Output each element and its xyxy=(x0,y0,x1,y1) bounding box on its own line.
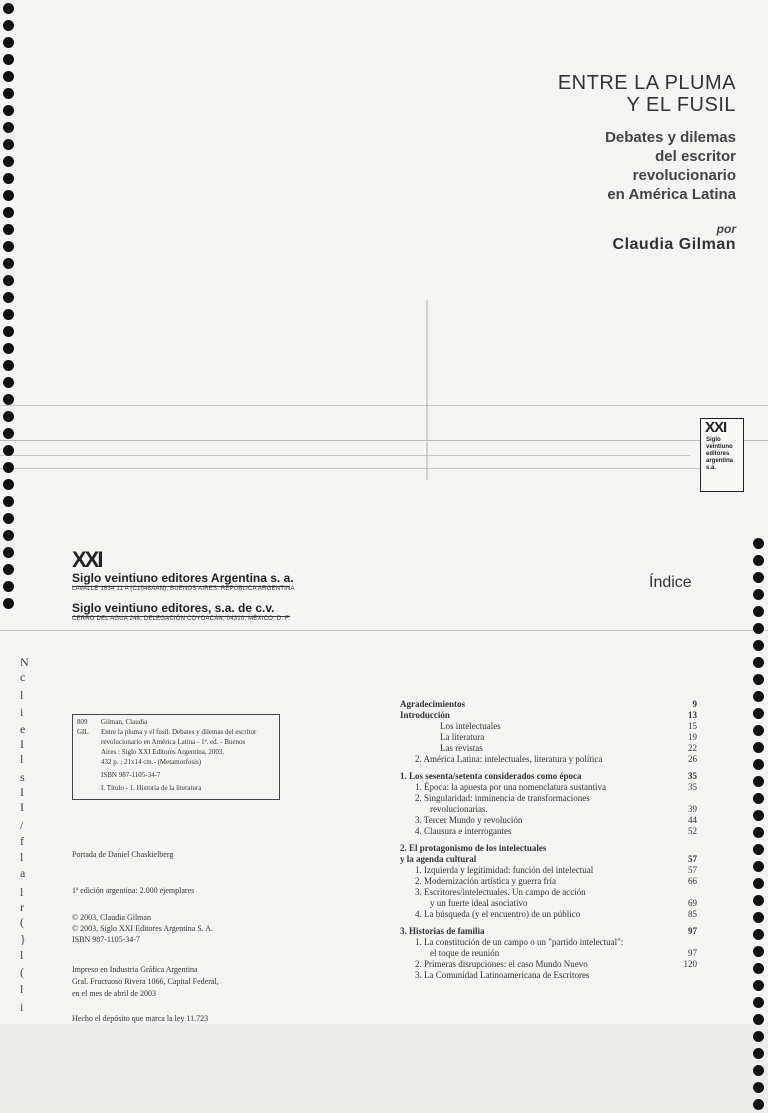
toc-entry-title: Las revistas xyxy=(440,743,483,753)
binder-hole xyxy=(3,37,14,48)
toc-entry-title: 3. La Comunidad Latinoamericana de Escritores xyxy=(415,970,590,980)
toc-entry-title: 4. La búsqueda (y el encuentro) de un público xyxy=(415,909,581,919)
binder-hole xyxy=(3,3,14,14)
binder-hole xyxy=(3,139,14,150)
toc-entry xyxy=(400,898,697,909)
toc-entry xyxy=(400,876,697,887)
binder-hole xyxy=(753,1065,764,1076)
edge-fragment: r xyxy=(20,900,24,914)
binder-hole xyxy=(753,725,764,736)
binder-hole xyxy=(753,946,764,957)
binder-hole xyxy=(3,428,14,439)
toc-entry-page: 26 xyxy=(688,754,697,764)
catalog-isbn: ISBN 987-1105-34-7 xyxy=(101,771,161,779)
toc-entry-title: 2. Singularidad: inminencia de transformaciones xyxy=(415,793,590,803)
copyright-author: © 2003, Claudia Gilman xyxy=(72,913,151,922)
toc-entry-title: el toque de reunión xyxy=(430,948,500,958)
toc-entry xyxy=(400,804,697,815)
binder-hole xyxy=(3,445,14,456)
edge-fragment: N xyxy=(20,655,29,669)
toc-entry-page: 22 xyxy=(688,743,697,753)
legal-deposit: Hecho el depósito que marca la ley 11.723 xyxy=(72,1014,209,1023)
toc-entry-page: 39 xyxy=(688,804,697,814)
toc-entry-title: La literatura xyxy=(440,732,485,742)
binder-hole xyxy=(753,555,764,566)
binder-hole xyxy=(753,810,764,821)
binder-hole xyxy=(3,88,14,99)
printer-line-3: en el mes de abril de 2003 xyxy=(72,989,156,998)
toc-entry-page: 120 xyxy=(683,959,697,969)
edge-fragment: f xyxy=(20,834,24,848)
toc-entry xyxy=(400,948,697,959)
binder-hole xyxy=(3,122,14,133)
table-of-contents xyxy=(400,699,697,981)
catalog-cutter: GIL xyxy=(77,728,89,736)
book-title xyxy=(558,72,736,116)
publisher-address-ar: LAVALLE 1634 11 A (C1048AAN), BUENOS AIRES, REPÚBLICA ARGENTINA xyxy=(72,586,295,592)
edge-fragment: l xyxy=(20,982,24,996)
toc-entry-title: 2. Primeras disrupciones: el caso Mundo Nuevo xyxy=(415,959,588,969)
edge-fragment: i xyxy=(20,705,24,719)
binder-hole xyxy=(3,513,14,524)
binder-hole xyxy=(3,479,14,490)
isbn: ISBN 987-1105-34-7 xyxy=(72,935,140,944)
catalog-line: 432 p. ; 21x14 cm.- (Metamorfosis) xyxy=(101,758,202,766)
binder-hole xyxy=(753,929,764,940)
toc-entry-title: 1. Izquierda y legitimidad: función del intelectual xyxy=(415,865,594,875)
by-label: por xyxy=(716,222,736,236)
toc-entry-title: 2. El protagonismo de los intelectuales xyxy=(400,843,547,853)
binder-hole xyxy=(753,1048,764,1059)
binder-hole xyxy=(3,207,14,218)
binder-hole xyxy=(3,411,14,422)
catalog-line: Gilman, Claudia xyxy=(101,718,148,726)
toc-entry-page: 52 xyxy=(688,826,697,836)
binder-hole xyxy=(753,691,764,702)
toc-entry-title: 3. Historias de familia xyxy=(400,926,485,936)
binder-hole xyxy=(3,275,14,286)
toc-entry xyxy=(400,782,697,793)
edge-fragment: c xyxy=(20,670,26,684)
logo-text-line: argentina xyxy=(706,458,734,464)
binder-hole xyxy=(3,241,14,252)
toc-entry xyxy=(400,854,697,865)
edge-fragment: I xyxy=(20,737,24,751)
toc-entry-title: 1. Época: la apuesta por una nomenclatura sustantiva xyxy=(415,782,606,792)
toc-entry-page: 66 xyxy=(688,876,697,886)
binder-hole xyxy=(753,997,764,1008)
toc-entry-page: 44 xyxy=(688,815,697,825)
edge-fragment: ( xyxy=(20,915,24,929)
toc-entry xyxy=(400,754,697,765)
edge-fragment: l xyxy=(20,752,24,766)
edge-fragment: I xyxy=(20,800,24,814)
toc-entry-page: 13 xyxy=(688,710,697,720)
catalog-class-number: 809 xyxy=(77,718,88,726)
binder-hole xyxy=(3,20,14,31)
binder-hole xyxy=(753,674,764,685)
edge-fragment: s xyxy=(20,770,25,784)
binder-hole xyxy=(3,462,14,473)
catalog-line: revolucionario en América Latina - 1ª. ed. - Buenos xyxy=(101,738,246,746)
catalog-line: Aires : Siglo XXI Editores Argentina, 2003. xyxy=(101,748,225,756)
binder-hole xyxy=(3,54,14,65)
title-line-2: Y EL FUSIL xyxy=(626,94,736,116)
catalog-subjects: I. Título - 1. Historia de la literatura xyxy=(101,784,202,792)
toc-entry xyxy=(400,926,697,937)
binder-hole xyxy=(753,844,764,855)
binder-hole xyxy=(3,173,14,184)
xxi-logo: XXI xyxy=(72,547,102,572)
toc-entry-page: 69 xyxy=(688,898,697,908)
toc-entry xyxy=(400,843,697,854)
binder-hole xyxy=(3,309,14,320)
binder-hole xyxy=(753,606,764,617)
binder-hole xyxy=(753,1099,764,1110)
publisher-logo-text xyxy=(701,435,743,472)
binder-hole xyxy=(3,326,14,337)
toc-entry-title: 2. América Latina: intelectuales, literatura y política xyxy=(415,754,603,764)
publisher-name-ar: Siglo veintiuno editores Argentina s. a. xyxy=(72,571,294,585)
binder-hole xyxy=(753,1014,764,1025)
printer-line-2: Gral. Fructuoso Rivera 1066, Capital Federal, xyxy=(72,977,219,986)
publisher-name-mx: Siglo veintiuno editores, s.a. de c.v. xyxy=(72,601,275,615)
toc-entry xyxy=(400,826,697,837)
binder-hole xyxy=(753,776,764,787)
binder-hole xyxy=(3,598,14,609)
toc-entry-page: 9 xyxy=(692,699,697,709)
scan-streak xyxy=(426,300,428,480)
toc-entry xyxy=(400,959,697,970)
toc-entry xyxy=(400,771,697,782)
binder-hole xyxy=(753,1031,764,1042)
toc-entry-title: 3. Tercer Mundo y revolución xyxy=(415,815,523,825)
binder-holes-left xyxy=(3,0,14,612)
binder-hole xyxy=(3,292,14,303)
binder-hole xyxy=(753,895,764,906)
edition-note: 1ª edición argentina: 2.000 ejemplares xyxy=(72,886,195,895)
binder-hole xyxy=(753,861,764,872)
toc-entry-title: 1. La constitución de un campo o un "partido intelectual": xyxy=(415,937,624,947)
binder-hole xyxy=(753,878,764,889)
toc-entry xyxy=(400,721,697,732)
logo-text-line: editores xyxy=(706,451,730,457)
publisher-logo xyxy=(700,418,744,492)
toc-entry-page: 15 xyxy=(688,721,697,731)
toc-entry-page: 97 xyxy=(688,948,697,958)
edge-fragment: e xyxy=(20,722,26,736)
binder-hole xyxy=(3,224,14,235)
subtitle-line-4: en América Latina xyxy=(607,186,736,203)
title-line-1: ENTRE LA PLUMA xyxy=(557,72,736,94)
binder-hole xyxy=(3,564,14,575)
title-page xyxy=(0,0,768,520)
catalog-record xyxy=(72,714,280,800)
edge-fragment: l xyxy=(20,850,24,864)
binder-hole xyxy=(3,496,14,507)
toc-entry xyxy=(400,710,697,721)
toc-entry-title: 4. Clausura e interrogantes xyxy=(415,826,512,836)
edge-fragment: I xyxy=(20,785,24,799)
binder-hole xyxy=(753,589,764,600)
binder-hole xyxy=(3,156,14,167)
toc-entry-title: Los intelectuales xyxy=(440,721,501,731)
binder-hole xyxy=(3,360,14,371)
toc-entry-title: y la agenda cultural xyxy=(400,854,477,864)
toc-entry xyxy=(400,699,697,710)
toc-entry-title: y un fuerte ideal asociativo xyxy=(430,898,528,908)
catalog-line: Entre la pluma y el fusil. Debates y dilemas del escritor xyxy=(101,728,257,736)
copyright-publisher: © 2003, Siglo XXI Editores Argentina S. A. xyxy=(72,924,214,933)
edge-fragment: l xyxy=(20,885,24,899)
binder-holes-right xyxy=(753,535,764,1113)
binder-hole xyxy=(3,530,14,541)
toc-entry xyxy=(400,887,697,898)
toc-entry-page: 57 xyxy=(688,865,697,875)
edge-fragment: } xyxy=(20,932,26,946)
toc-entry-title: revolucionarias. xyxy=(430,804,488,814)
toc-entry-page: 97 xyxy=(688,926,697,936)
edge-fragment: ( xyxy=(20,965,24,979)
binder-hole xyxy=(3,190,14,201)
logo-text-line: veintiuno xyxy=(706,444,733,450)
subtitle-line-1: Debates y dilemas xyxy=(605,129,736,146)
toc-entry xyxy=(400,743,697,754)
toc-entry xyxy=(400,793,697,804)
toc-entry-page: 57 xyxy=(688,854,697,864)
logo-text-line: Siglo xyxy=(706,437,721,443)
binder-hole xyxy=(753,708,764,719)
toc-entry-title: Introducción xyxy=(400,710,450,720)
subtitle-line-2: del escritor xyxy=(655,148,736,165)
binder-hole xyxy=(753,827,764,838)
toc-entry xyxy=(400,865,697,876)
xxi-logo-mark: XXI xyxy=(705,419,727,436)
author-name: Claudia Gilman xyxy=(612,236,736,253)
index-title: Índice xyxy=(649,574,692,591)
toc-entry-title: 1. Los sesenta/setenta considerados como época xyxy=(400,771,582,781)
binder-hole xyxy=(3,581,14,592)
publisher-address-mx: CERRO DEL AGUA 248, DELEGACIÓN COYOACÁN, 04310, MÉXICO, D. F. xyxy=(72,616,291,622)
toc-entry-page: 35 xyxy=(688,771,697,781)
cover-credit: Portada de Daniel Chaskielberg xyxy=(72,850,174,859)
toc-entry-title: 2. Modernización artística y guerra fría xyxy=(415,876,556,886)
printer-line-1: Impreso en Industria Gráfica Argentina xyxy=(72,965,198,974)
toc-entry-page: 85 xyxy=(688,909,697,919)
edge-fragment: i xyxy=(20,1000,24,1014)
binder-hole xyxy=(753,912,764,923)
binder-hole xyxy=(3,71,14,82)
binder-hole xyxy=(3,105,14,116)
binder-hole xyxy=(753,657,764,668)
toc-entry xyxy=(400,732,697,743)
toc-entry xyxy=(400,970,697,981)
binder-hole xyxy=(753,1082,764,1093)
toc-entry-page: 35 xyxy=(688,782,697,792)
toc-entry-title: Agradecimientos xyxy=(400,699,465,709)
binder-hole xyxy=(753,980,764,991)
binder-hole xyxy=(753,623,764,634)
toc-entry-title: 3. Escritores/intelectuales. Un campo de acción xyxy=(415,887,586,897)
binder-hole xyxy=(753,640,764,651)
edge-fragment: l xyxy=(20,948,24,962)
binder-hole xyxy=(753,963,764,974)
logo-text-line: s.a. xyxy=(706,465,717,471)
toc-entry xyxy=(400,909,697,920)
binder-hole xyxy=(753,742,764,753)
edge-fragment: / xyxy=(20,818,24,832)
edge-fragment: l xyxy=(20,688,24,702)
binder-hole xyxy=(3,394,14,405)
toc-entry-page: 19 xyxy=(688,732,697,742)
toc-entry xyxy=(400,815,697,826)
binder-hole xyxy=(3,377,14,388)
toc-entry xyxy=(400,937,697,948)
binder-hole xyxy=(3,343,14,354)
binder-hole xyxy=(3,547,14,558)
binder-hole xyxy=(753,572,764,583)
binder-hole xyxy=(753,793,764,804)
book-subtitle xyxy=(605,128,736,204)
binder-hole xyxy=(753,538,764,549)
edge-fragment: a xyxy=(20,866,26,880)
binder-hole xyxy=(3,258,14,269)
subtitle-line-3: revolucionario xyxy=(632,167,736,184)
binder-hole xyxy=(753,759,764,770)
